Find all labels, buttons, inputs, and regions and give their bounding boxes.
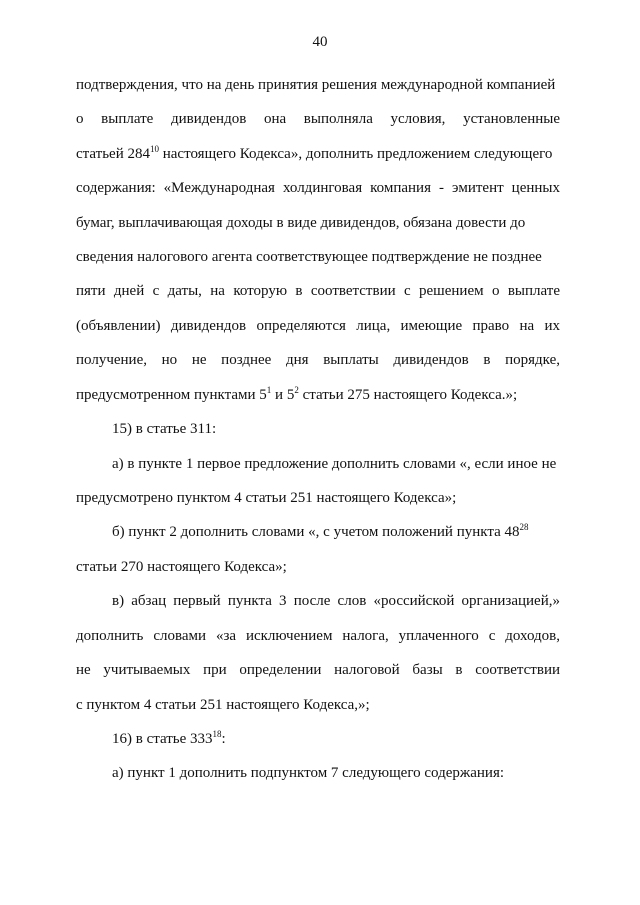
text-line: статьи 270 настоящего Кодекса»; [76, 559, 287, 575]
page-number: 40 [312, 34, 328, 50]
text-line: в) абзац первый пункта 3 после слов «российской организацией,» [112, 593, 560, 609]
text-line: подтверждения, что на день принятия решения международной компанией [76, 77, 556, 93]
text-line: предусмотренном пунктами $5^1$ и $5^2$ статьи 275 настоящего Кодекса.»; [76, 385, 518, 403]
text-line: с пунктом 4 статьи 251 настоящего Кодекса,»; [76, 697, 370, 713]
text-line: а) в пункте 1 первое предложение дополнить словами «, если иное не [112, 456, 557, 472]
text-line: дополнить словами «за исключением налога, уплаченного с доходов, [76, 628, 560, 644]
text-line: статьей $284^{10}$ настоящего Кодекса», дополнить предложением следующего [76, 144, 553, 162]
text-line: б) пункт 2 дополнить словами «, с учетом положений пункта $48^{28}$ [112, 522, 529, 540]
text-line: (объявлении) дивидендов определяются лица, имеющие право на их [76, 318, 560, 334]
text-line: о выплате дивидендов она выполняла условия, установленные [76, 111, 560, 127]
list-item-heading: 16) в статье $333^{18}$: [112, 729, 226, 747]
text-line: а) пункт 1 дополнить подпунктом 7 следующего содержания: [112, 765, 505, 781]
text-line: бумаг, выплачивающая доходы в виде дивидендов, обязана довести до [76, 215, 526, 231]
text-line: содержания: «Международная холдинговая компания - эмитент ценных [76, 180, 560, 196]
text-line: не учитываемых при определении налоговой базы в соответствии [76, 662, 560, 678]
text-line: пяти дней с даты, на которую в соответствии с решением о выплате [76, 283, 560, 299]
list-item-heading: 15) в статье 311: [112, 421, 217, 437]
text-line: предусмотрено пунктом 4 статьи 251 настоящего Кодекса»; [76, 490, 457, 506]
text-line: сведения налогового агента соответствующее подтверждение не позднее [76, 249, 542, 265]
text-line: получение, но не позднее дня выплаты дивидендов в порядке, [76, 352, 560, 368]
